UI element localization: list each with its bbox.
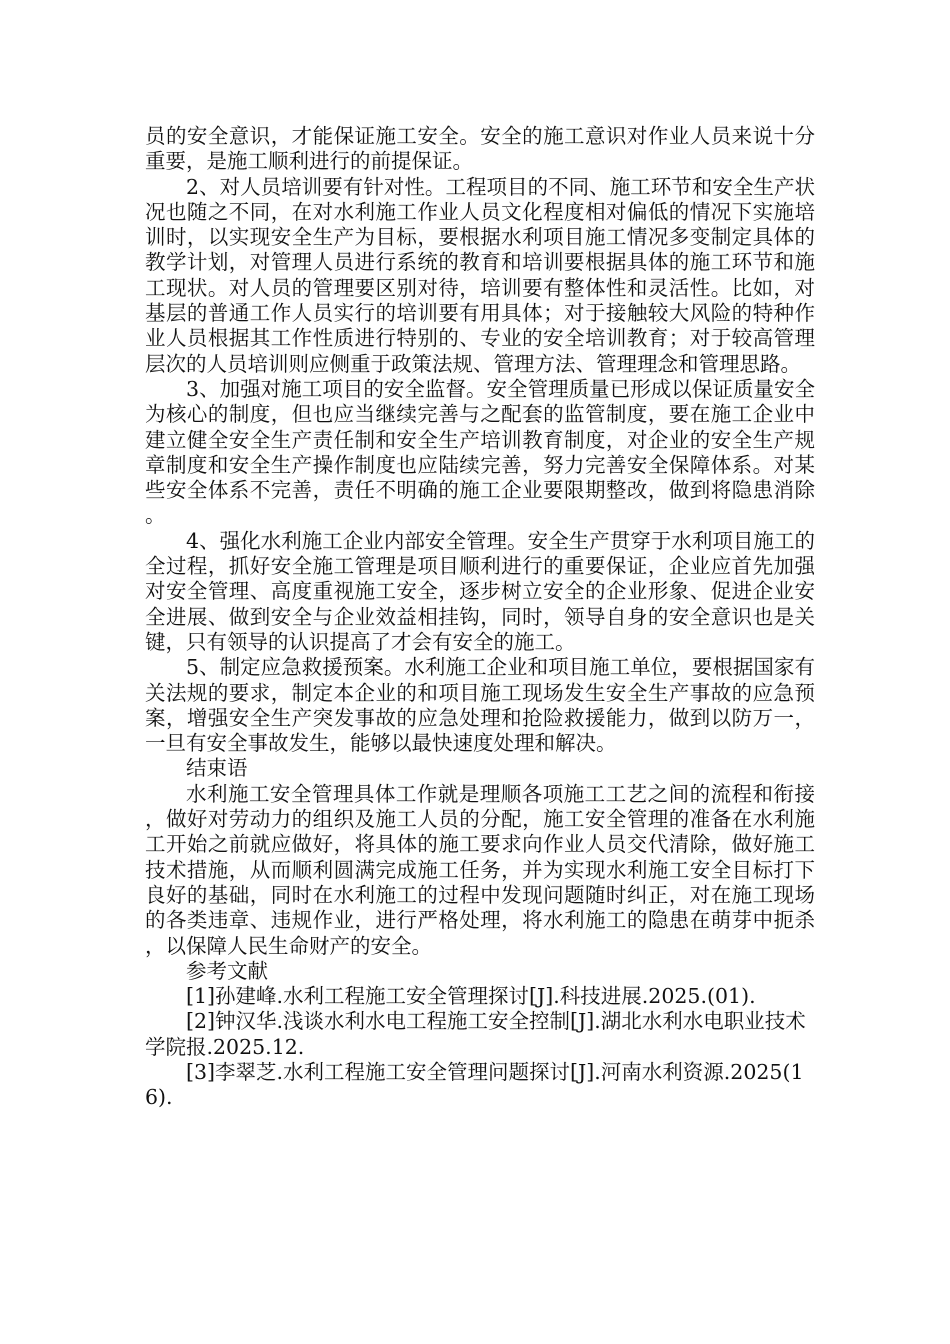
reference-item: [1]孙建峰.水利工程施工安全管理探讨[J].科技进展.2025.(01). xyxy=(186,984,756,1009)
references-heading: 参考文献 xyxy=(186,958,268,983)
paragraph-internal-management: 4、强化水利施工企业内部安全管理。安全生产贯穿于水利项目施工的全过程，抓好安全施工管理是项目顺利进行的重要保证，企业应首先加强对安全管理、高度重视施工安全，逐步树立安全的企业形象、促进企业安全进展、做到安全与企业效益相挂钩，同时，领导自身的安全意识也是关键，只有领导的认识提高了才会有安全的施工。 xyxy=(145,528,815,654)
reference-item: [3]李翠芝.水利工程施工安全管理问题探讨[J].河南水利资源.2025(16). xyxy=(145,1059,804,1110)
paragraph-continuation: 员的安全意识，才能保证施工安全。安全的施工意识对作业人员来说十分重要，是施工顺利进行的前提保证。 xyxy=(145,124,815,174)
reference-item: [2]钟汉华.浅谈水利水电工程施工安全控制[J].湖北水利水电职业技术学院报.2025.12. xyxy=(145,1009,806,1059)
conclusion-heading: 结束语 xyxy=(186,756,248,781)
paragraph-training: 2、对人员培训要有针对性。工程项目的不同、施工环节和安全生产状况也随之不同，在对水利施工作业人员文化程度相对偏低的情况下实施培训时，以实现安全生产为目标，要根据水利项目施工情况多变制定具体的教学计划，对管理人员进行系统的教育和培训要根据具体的施工环节和施工现状。对人员的管理要区别对待，培训要有整体性和灵活性。比如，对基层的普通工作人员实行的培训要有用具体；对于接触较大风险的特种作业人员根据其工作性质进行特别的、专业的安全培训教育；对于较高管理层次的人员培训则应侧重于政策法规、管理方法、管理理念和管理思路。 xyxy=(145,174,815,376)
paragraph-emergency-plan: 5、制定应急救援预案。水利施工企业和项目施工单位，要根据国家有关法规的要求，制定本企业的和项目施工现场发生安全生产事故的应急预案，增强安全生产突发事故的应急处理和抢险救援能力，做到以防万一，一旦有安全事故发生，能够以最快速度处理和解决。 xyxy=(145,655,815,756)
paragraph-supervision: 3、加强对施工项目的安全监督。安全管理质量已形成以保证质量安全为核心的制度，但也应当继续完善与之配套的监管制度，要在施工企业中建立健全安全生产责任制和安全生产培训教育制度，对企业的安全生产规章制度和安全生产操作制度也应陆续完善，努力完善安全保障体系。对某些安全体系不完善，责任不明确的施工企业要限期整改，做到将隐患消除。 xyxy=(145,376,815,528)
document-page xyxy=(145,124,815,1111)
conclusion-text: 水利施工安全管理具体工作就是理顺各项施工工艺之间的流程和衔接，做好对劳动力的组织及施工人员的分配，施工安全管理的准备在水利施工开始之前就应做好，将具体的施工要求向作业人员交代清除，做好施工技术措施，从而顺利圆满完成施工任务，并为实现水利施工安全目标打下良好的基础，同时在水利施工的过程中发现问题随时纠正，对在施工现场的各类违章、违规作业，进行严格处理，将水利施工的隐患在萌芽中扼杀，以保障人民生命财产的安全。 xyxy=(145,781,815,958)
